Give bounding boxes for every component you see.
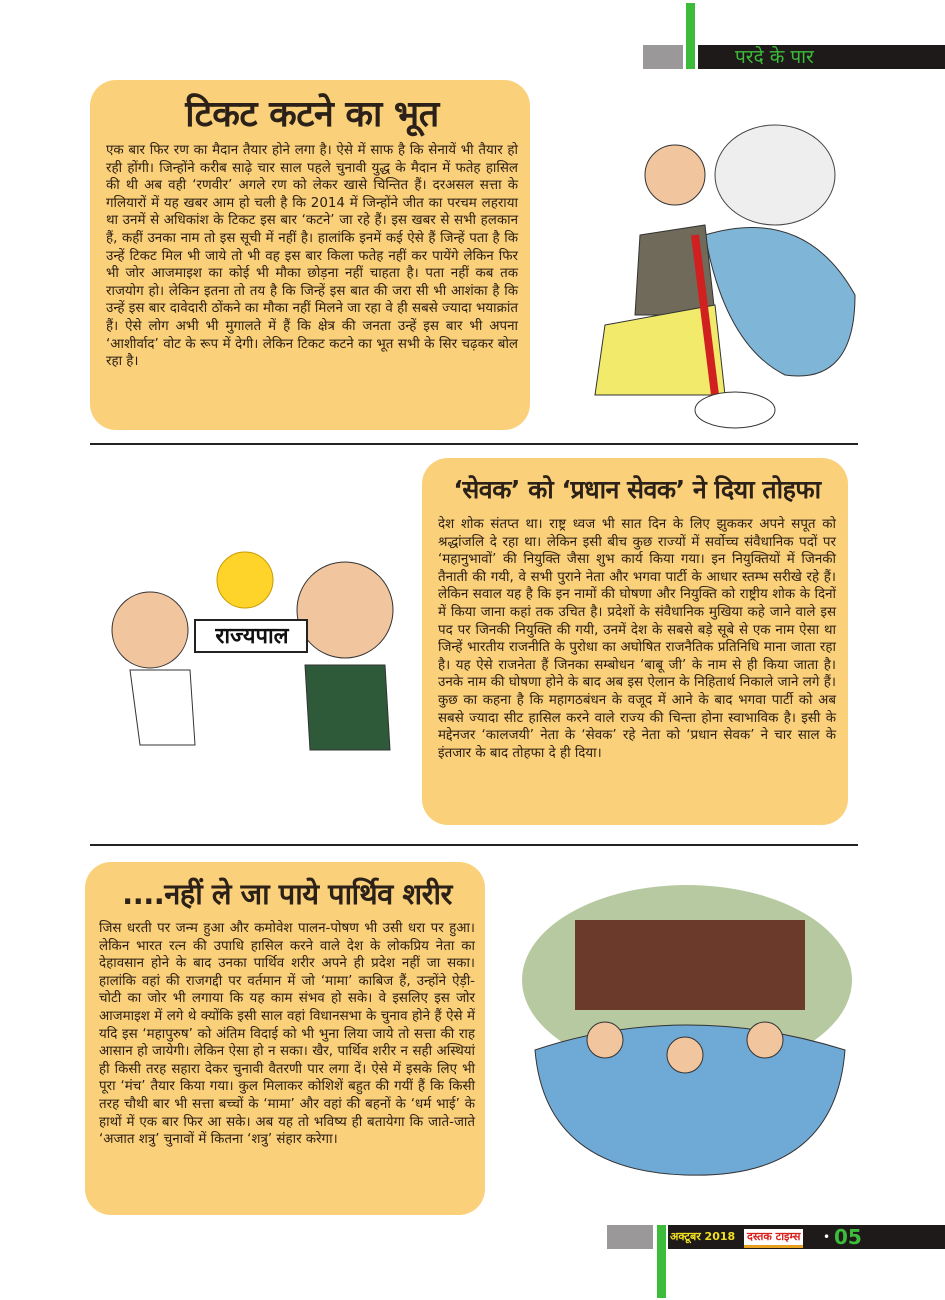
article-mortal-remains-box bbox=[85, 862, 485, 1215]
cartoon-funeral-procession bbox=[515, 880, 860, 1190]
article-title: ....नहीं ले जा पाये पार्थिव शरीर bbox=[122, 877, 452, 911]
header-green-bar bbox=[686, 3, 695, 69]
bullet-icon: • bbox=[823, 1230, 831, 1244]
page-number: 05 bbox=[834, 1225, 862, 1249]
article-title: टिकट कटने का भूत bbox=[185, 94, 439, 135]
section-title: परदे के पार bbox=[735, 46, 814, 68]
section-divider bbox=[90, 443, 858, 445]
footer-bar bbox=[668, 1225, 945, 1249]
article-body: जिस धरती पर जन्म हुआ और कमोवेश पालन-पोषण भी उसी धरा पर हुआ। लेकिन भारत रत्न की उपाधि हासिल करने वाले देश के लोकप्रिय नेता का देहावसान होने के बाद उनका पार्थिव शरीर अपने ही प्रदेश नहीं जा सका। हालांकि वहां की राजगद्दी पर वर्तमान में जो ‘मामा’ काबिज हैं, उन्होंने ऐड़ी-चोटी का जोर भी लगाया कि यह काम संभव हो सके। वे इसलिए इस जोर आजमाइश में लगे थे क्योंकि इसी साल वहां विधानसभा के चुनाव होने हैं ऐसे में यदि इस ‘महापुरुष’ को अंतिम विदाई को भी भुना लिया जाये तो सत्ता की राह आसान हो जायेगी। लेकिन ऐसा हो न सका। खैर, पार्थिव शरीर न सही अस्थियां ही किसी तरह सहारा देकर चुनावी वैतरणी पार लगा दें। ऐसे में इसके लिए भी पूरा ‘मंच’ तैयार किया गया। कुल मिलाकर कोशिशें बहुत की गयीं हैं कि किसी तरह चौथी बार भी सत्ता बच्चों के ‘मामा’ और वहां की बहनों के ‘धर्म भाई’ के हाथों में एक बार फिर आ सके। अब यह तो भविष्य ही बतायेगा कि जाते-जाते ‘अजात शत्रु’ चुनावों में कितना ‘शत्रु’ संहार करेगा। bbox=[99, 921, 475, 1148]
cartoon-label: राज्यपाल bbox=[215, 624, 289, 649]
section-divider bbox=[90, 844, 858, 846]
article-title: ‘सेवक’ को ‘प्रधान सेवक’ ने दिया तोहफा bbox=[453, 475, 821, 504]
header-section-bar bbox=[698, 45, 945, 69]
header-gray-block bbox=[643, 45, 683, 69]
cartoon-governor bbox=[100, 540, 410, 775]
article-body: देश शोक संतप्त था। राष्ट्र ध्वज भी सात दिन के लिए झुककर अपने सपूत को श्रद्धांजलि दे रहा था। लेकिन इसी बीच कुछ राज्यों में सर्वोच्च संवैधानिक पदों पर ‘महानुभावों’ की नियुक्ति जैसा शुभ कार्य किया गया। इन नियुक्तियों में जिनकी तैनाती की गयी, वे सभी पुराने नेता और भगवा पार्टी के आधार स्तम्भ सरीखे रहे हैं। लेकिन सवाल यह है कि इन नामों की घोषणा और नियुक्ति को राष्ट्रीय शोक के दिनों में किया जाना कहां तक उचित है। प्रदेशों के संवैधानिक मुखिया कहे जाने वाले इस पद पर जिनकी नियुक्ति की गयी, उनमें देश के सबसे बड़े सूबे से एक नाम ऐसा था जिन्हें भारतीय राजनीति के पुरोधा का अघोषित राजनैतिक प्रतिनिधि माना जाता रहा है। यह ऐसे राजनेता हैं जिनका सम्बोधन ‘बाबू जी’ के नाम से ही किया जाता है। उनके नाम की घोषणा होने के बाद अब इस ऐलान के निहितार्थ निकाले जाने लगे हैं। कुछ का कहना है कि महागठबंधन के वजूद में आने के बाद भगवा पार्टी को अब सबसे ज्यादा सीट हासिल करने वाले राज्य की चिन्ता होना स्वाभाविक है। इसी के मद्देनजर ‘कालजयी’ नेता के ‘सेवक’ रहे नेता को ‘प्रधान सेवक’ ने चार साल के इंतजार के बाद तोहफा दे ही दिया। bbox=[438, 517, 836, 761]
footer-gray-block bbox=[607, 1225, 653, 1249]
footer-green-bar bbox=[657, 1225, 666, 1298]
article-sevak-box bbox=[422, 458, 848, 825]
cartoon-ticket-ghost bbox=[555, 95, 865, 435]
magazine-logo: दस्तक टाइम्स bbox=[744, 1229, 803, 1248]
article-ticket-box bbox=[90, 80, 530, 430]
issue-date: अक्टूबर 2018 bbox=[670, 1230, 736, 1243]
article-body: एक बार फिर रण का मैदान तैयार होने लगा है। ऐसे में साफ है कि सेनायें भी तैयार हो रही होंगी। जिन्होंने करीब साढ़े चार साल पहले चुनावी युद्ध के मैदान में फतेह हासिल की थी अब वही ‘रणवीर’ अगले रण को लेकर खासे चिन्तित हैं। दरअसल सत्ता के गलियारों में यह खबर आम हो चली है कि 2014 में जिन्होंने जीत का परचम लहराया था उनमें से अधिकांश के टिकट इस बार ‘कटने’ जा रहे हैं। इस खबर से सभी हलकान हैं, कहीं उनका नाम तो इस सूची में नहीं है। हालांकि इनमें कई ऐसे हैं जिन्हें पता है कि उन्हें टिकट मिल भी जाये तो भी वह इस बार किला फतेह नहीं कर पायेंगे लेकिन फिर भी जोर आजमाइश का कोई भी मौका छोड़ना नहीं चाहता है। पता नहीं कब तक राजयोग हो। लेकिन इतना तो तय है कि जिन्हें इस बात की जरा सी भी आशंका है कि उन्हें इस बार दावेदारी ठोंकने का मौका नहीं मिलने जा रहा वे ही सबसे ज्यादा भयाक्रांत हैं। ऐसे लोग अभी भी मुगालते में हैं कि क्षेत्र की जनता उन्हें इस बार भी अपना ‘आशीर्वाद’ वोट के रूप में देगी। लेकिन टिकट कटने का भूत सभी के सिर चढ़कर बोल रहा है। bbox=[106, 143, 518, 370]
